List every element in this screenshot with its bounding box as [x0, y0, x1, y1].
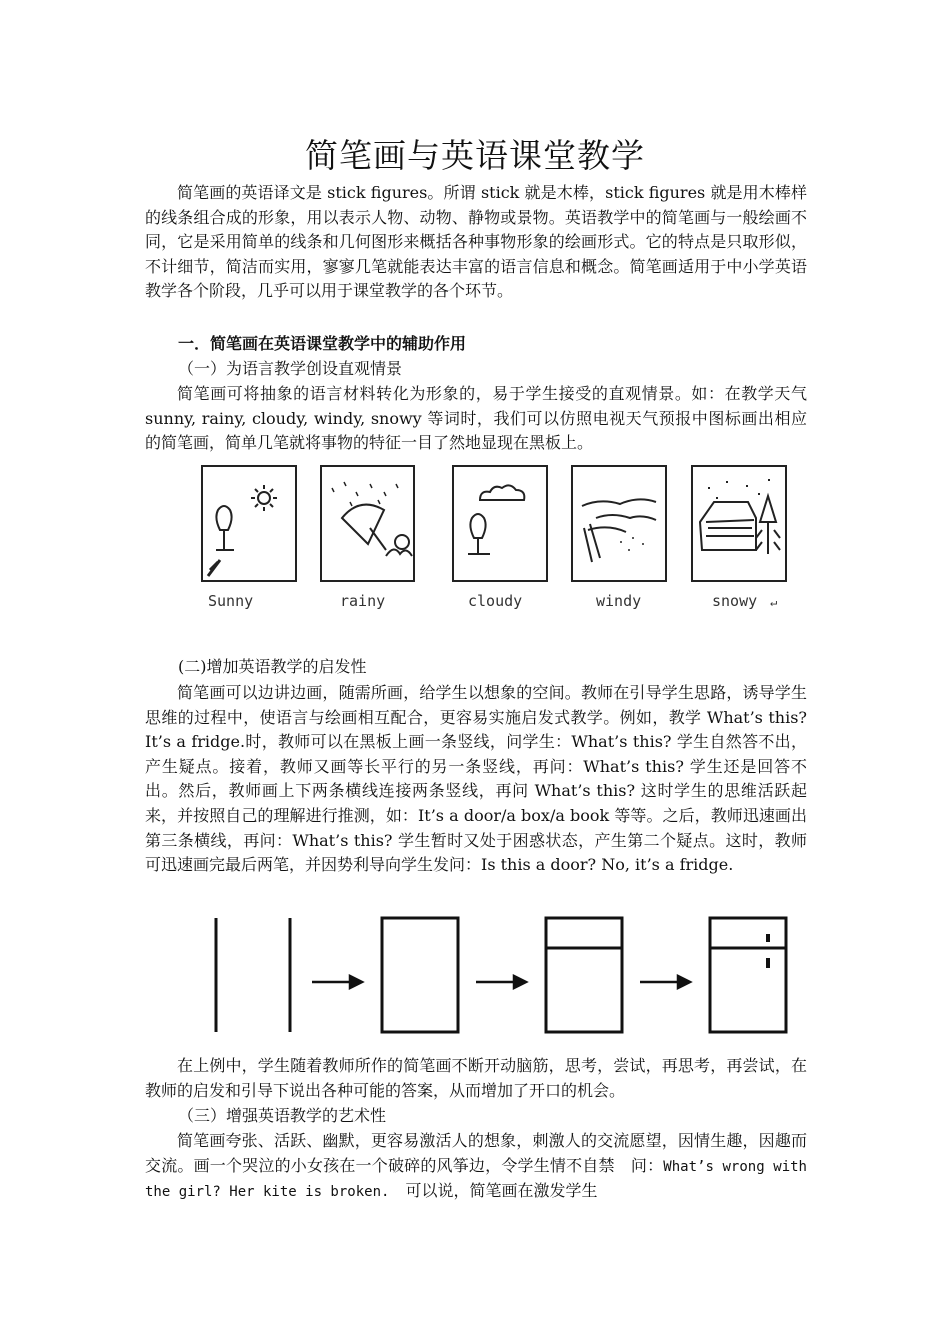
house-icon [700, 502, 756, 550]
paragraph-summary: 在上例中，学生随着教师所作的简笔画不断开动脑筋，思考，尝试，再思考，再尝试，在教师的启发和引导下说出各种可能的答案，从而增加了开口的机会。 [145, 1056, 807, 1100]
sun-icon [251, 485, 277, 511]
cloud-icon [480, 485, 524, 500]
section-heading: 一．简笔画在英语课堂教学中的辅助作用 [178, 334, 467, 353]
paragraph-art-tail: 可以说，简笔画在激发学生 [389, 1181, 598, 1201]
snowy-frame [692, 466, 786, 581]
weather-label-cloudy: cloudy [468, 592, 523, 610]
pencil-mark [208, 560, 220, 576]
pine-tree-icon [756, 496, 780, 554]
box-drawing [382, 918, 458, 1032]
weather-stick-figures [180, 458, 800, 618]
weather-label-rainy: rainy [340, 592, 386, 610]
paragraph-art-english: What’s wrong with the girl? Her kite is broken. [145, 1158, 807, 1201]
windy-frame [572, 466, 666, 581]
fridge-drawing [710, 918, 786, 1032]
weather-label-windy: windy [596, 592, 642, 610]
weather-label-snowy: snowy [712, 592, 758, 610]
paragraph-fridge: 简笔画可以边讲边画，随需所画，给学生以想象的空间。教师在引导学生思路，诱导学生思维的过程中，使语言与绘画相互配合，更容易实施启发式教学。例如，教学 What’s this? It’s a fridge.时，教师可以在黑板上画一条竖线，问学生：What’s this? 学生自然答不出，产生疑点。接着，教师又画等长平行的另一条竖线，再问：What’s this? 学生还是回答不出。然后，教师画上下两条横线连接两条竖线，再问 What’s this? 这时学生的思维活跃起来，并按照自己的理解进行推测，如：It’s a door/a box/a book 等等。之后，教师迅速画出第三条横线，再问：What’s this? 学生暂时又处于困惑状态，产生第二个疑点。这时，教师可迅速画完最后两笔，并因势利导向学生发问：Is this a door? No, it’s a fridge. [145, 683, 807, 875]
box-with-line-drawing [546, 918, 622, 1032]
weather-label-sunny: Sunny [208, 592, 254, 610]
intro-paragraph: 简笔画的英语译文是 stick figures。所谓 stick 就是木棒，stick figures 就是用木棒样的线条组合成的形象，用以表示人物、动物、静物或景物。英语教学中的简笔画与一般绘画不同，它是采用简单的线条和几何图形来概括各种事物形象的绘画形式。它的特点是只取形似，不计细节，简洁而实用，寥寥几笔就能表达丰富的语言信息和概念。简笔画适用于中小学英语教学各个阶段，几乎可以用于课堂教学的各个环节。 [145, 183, 807, 301]
cloudy-frame [453, 466, 547, 581]
subsection-title-2: (二)增加英语教学的启发性 [178, 657, 367, 676]
paragraph-weather: 简笔画可将抽象的语言材料转化为形象的，易于学生接受的直观情景。如：在教学天气 sunny, rainy, cloudy, windy, snowy 等词时，我们可以仿照电视天气预报中图标画出相应的简笔画，简单几笔就将事物的特征一目了然地显现在黑板上。 [145, 384, 807, 453]
person-icon [386, 535, 412, 556]
tree-icon [216, 506, 234, 550]
subsection-title-1: （一）为语言教学创设直观情景 [178, 359, 403, 378]
page-title: 简笔画与英语课堂教学 [305, 136, 645, 175]
tree-icon-cloudy [468, 514, 490, 554]
rainy-frame [321, 466, 414, 581]
snow-flakes [708, 480, 770, 498]
fridge-drawing-sequence [200, 912, 800, 1040]
paragraph-art-text: 简笔画夸张、活跃、幽默，更容易激活人的想象，刺激人的交流愿望，因情生趣，因趣而交流。画一个哭泣的小女孩在一个破碎的风筝边，令学生情不自禁 问： [145, 1131, 807, 1175]
paragraph-art [145, 1129, 807, 1205]
return-mark: ↵ [770, 595, 778, 609]
umbrella-icon [342, 505, 386, 550]
wind-lines [582, 499, 656, 562]
subsection-title-3: （三）增强英语教学的艺术性 [178, 1106, 387, 1125]
wind-dots [620, 538, 644, 550]
rain-drops [332, 482, 398, 506]
